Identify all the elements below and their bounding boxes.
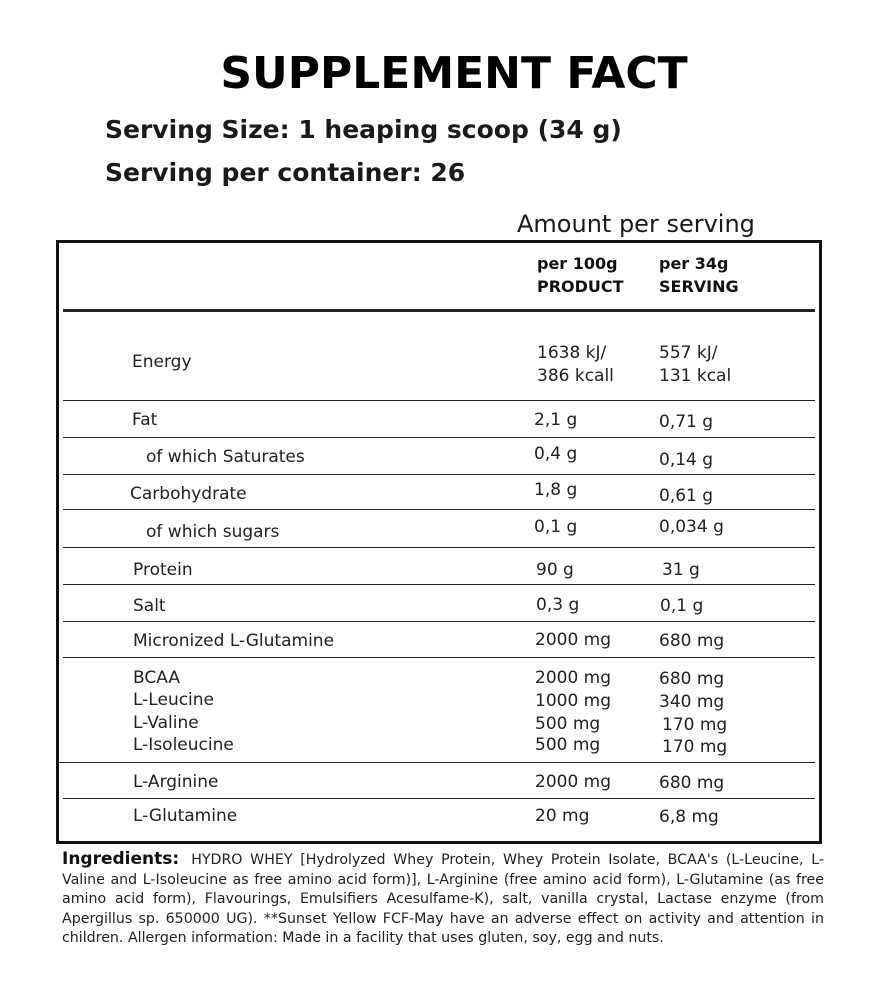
column-header-per-100g bbox=[537, 252, 624, 298]
row-salt-serving: 0,1 g bbox=[660, 596, 704, 616]
row-salt-name: Salt bbox=[133, 596, 166, 616]
amount-per-serving-heading: Amount per serving bbox=[517, 210, 755, 238]
row-energy-per100-line1: 1638 kJ/ bbox=[537, 343, 607, 363]
row-micronized-glutamine-serving: 680 mg bbox=[659, 631, 725, 651]
row-leucine-name: L-Leucine bbox=[133, 690, 215, 710]
row-fat-per100: 2,1 g bbox=[534, 410, 578, 430]
row-protein-serving: 31 g bbox=[662, 560, 700, 580]
row-divider bbox=[63, 509, 815, 510]
servings-per-container: Serving per container: 26 bbox=[105, 158, 466, 187]
row-glutamine-per100: 20 mg bbox=[535, 806, 590, 826]
row-protein-per100: 90 g bbox=[536, 560, 574, 580]
row-arginine-per100: 2000 mg bbox=[535, 772, 612, 792]
column-header-per-100g-line2: PRODUCT bbox=[537, 277, 624, 296]
row-arginine-serving: 680 mg bbox=[659, 773, 725, 793]
row-glutamine-name: L-Glutamine bbox=[133, 806, 238, 826]
row-isoleucine-name: L-Isoleucine bbox=[133, 735, 234, 755]
row-isoleucine-per100: 500 mg bbox=[535, 735, 601, 755]
row-valine-name: L-Valine bbox=[133, 713, 199, 733]
row-fat-serving: 0,71 g bbox=[659, 412, 714, 432]
row-saturates-name: of which Saturates bbox=[146, 447, 305, 467]
row-arginine-name: L-Arginine bbox=[133, 772, 219, 792]
row-sugars-serving: 0,034 g bbox=[659, 517, 724, 537]
row-divider bbox=[63, 584, 815, 585]
header-divider bbox=[63, 309, 815, 312]
column-header-per-serving bbox=[659, 252, 739, 298]
nutrition-facts-table bbox=[56, 240, 822, 844]
row-divider bbox=[63, 437, 815, 438]
row-leucine-serving: 340 mg bbox=[659, 692, 725, 712]
row-salt-per100: 0,3 g bbox=[536, 595, 580, 615]
row-energy-serving-line1: 557 kJ/ bbox=[659, 343, 718, 363]
row-sugars-per100: 0,1 g bbox=[534, 517, 578, 537]
ingredients-label: Ingredients: bbox=[62, 849, 180, 869]
row-carbohydrate-serving: 0,61 g bbox=[659, 486, 714, 506]
row-divider bbox=[59, 762, 815, 763]
row-energy-serving-line2: 131 kcal bbox=[659, 366, 732, 386]
row-carbohydrate-name: Carbohydrate bbox=[130, 484, 247, 504]
ingredients-statement bbox=[62, 850, 824, 949]
row-bcaa-name: BCAA bbox=[133, 668, 180, 688]
row-micronized-glutamine-name: Micronized L-Glutamine bbox=[133, 631, 335, 651]
row-glutamine-serving: 6,8 mg bbox=[659, 807, 719, 827]
row-sugars-name: of which sugars bbox=[146, 522, 280, 542]
column-header-per-serving-line2: SERVING bbox=[659, 277, 739, 296]
row-energy-name: Energy bbox=[132, 352, 192, 372]
row-divider bbox=[63, 547, 815, 548]
row-micronized-glutamine-per100: 2000 mg bbox=[535, 630, 612, 650]
row-valine-serving: 170 mg bbox=[662, 715, 728, 735]
row-saturates-per100: 0,4 g bbox=[534, 444, 578, 464]
row-saturates-serving: 0,14 g bbox=[659, 450, 714, 470]
row-leucine-per100: 1000 mg bbox=[535, 691, 612, 711]
ingredients-text: HYDRO WHEY [Hydrolyzed Whey Protein, Whey Protein Isolate, BCAA's (L-Leucine, L-Valine and L-Isoleucine as free amino acid form)], L-Arginine (free amino acid form), L-Glutamine (as free amino acid form), Flavourings, Emulsifiers Acesulfame-K), salt, vanilla crystal, Lactase enzyme (from Apergillus sp. 650000 UG). **Sunset Yellow FCF-May have an adverse effect on activity and attention in children. Allergen information: Made in a facility that uses gluten, soy, egg and nuts. bbox=[62, 852, 824, 946]
row-fat-name: Fat bbox=[132, 410, 158, 430]
row-bcaa-per100: 2000 mg bbox=[535, 668, 612, 688]
row-divider bbox=[63, 400, 815, 401]
row-divider bbox=[63, 474, 815, 475]
column-header-per-serving-line1: per 34g bbox=[659, 254, 729, 273]
row-valine-per100: 500 mg bbox=[535, 714, 601, 734]
row-divider bbox=[63, 657, 815, 658]
column-header-per-100g-line1: per 100g bbox=[537, 254, 618, 273]
row-energy-per100-line2: 386 kcall bbox=[537, 366, 614, 386]
serving-size: Serving Size: 1 heaping scoop (34 g) bbox=[105, 115, 622, 144]
page-title: SUPPLEMENT FACT bbox=[220, 48, 688, 99]
row-isoleucine-serving: 170 mg bbox=[662, 737, 728, 757]
row-divider bbox=[63, 798, 815, 799]
row-protein-name: Protein bbox=[133, 560, 193, 580]
row-carbohydrate-per100: 1,8 g bbox=[534, 480, 578, 500]
row-bcaa-serving: 680 mg bbox=[659, 669, 725, 689]
row-divider bbox=[63, 621, 815, 622]
